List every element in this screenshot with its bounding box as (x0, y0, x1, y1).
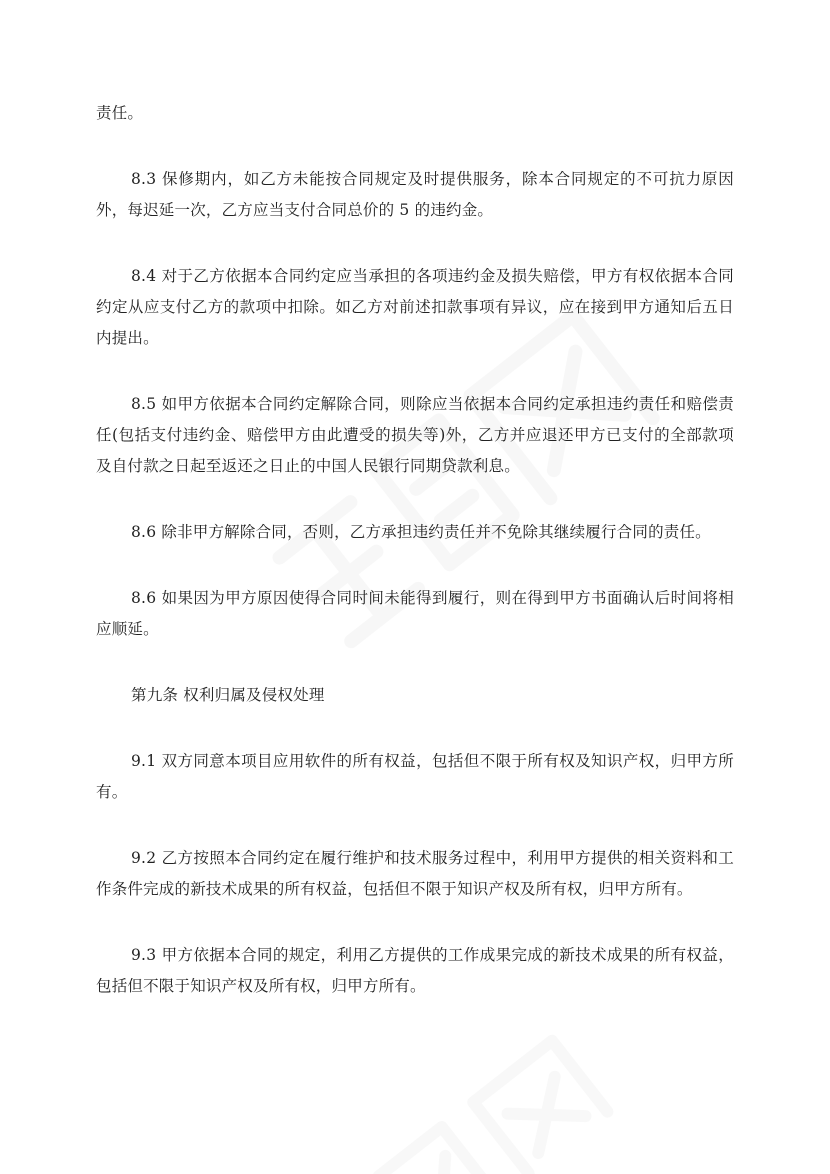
clause-8-4: 8.4 对于乙方依据本合同约定应当承担的各项违约金及损失赔偿，甲方有权依据本合同约定从应支付乙方的款项中扣除。如乙方对前述扣款事项有异议，应在接到甲方通知后五日内提出。 (96, 267, 734, 347)
paragraph-continuation: 责任。 (96, 104, 144, 122)
clause-9-3: 9.3 甲方依据本合同的规定，利用乙方提供的工作成果完成的新技术成果的所有权益，包括但不限于知识产权及所有权，归甲方所有。 (96, 946, 734, 995)
clause-9-2: 9.2 乙方按照本合同约定在履行维护和技术服务过程中，利用甲方提供的相关资料和工作条件完成的新技术成果的所有权益，包括但不限于知识产权及所有权，归甲方所有。 (96, 849, 734, 898)
document-body (96, 98, 734, 1002)
article-9-heading: 第九条 权利归属及侵权处理 (131, 686, 325, 704)
clause-8-3: 8.3 保修期内，如乙方未能按合同规定及时提供服务，除本合同规定的不可抗力原因外，每迟延一次，乙方应当支付合同总价的 5 的违约金。 (96, 170, 734, 219)
clause-9-1: 9.1 双方同意本项目应用软件的所有权益，包括但不限于所有权及知识产权，归甲方所有。 (96, 752, 734, 801)
clause-8-5: 8.5 如甲方依据本合同约定解除合同，则除应当依据本合同约定承担违约责任和赔偿责任(包括支付违约金、赔偿甲方由此遭受的损失等)外，乙方并应退还甲方已支付的全部款项及自付款之日起至返还之日止的中国人民银行同期贷款利息。 (96, 395, 734, 475)
clause-8-6-b: 8.6 如果因为甲方原因使得合同时间未能得到履行，则在得到甲方书面确认后时间将相应顺延。 (96, 589, 734, 638)
clause-8-6-a: 8.6 除非甲方解除合同，否则，乙方承担违约责任并不免除其继续履行合同的责任。 (131, 523, 711, 541)
watermark-graphic-bottom (351, 1013, 630, 1174)
